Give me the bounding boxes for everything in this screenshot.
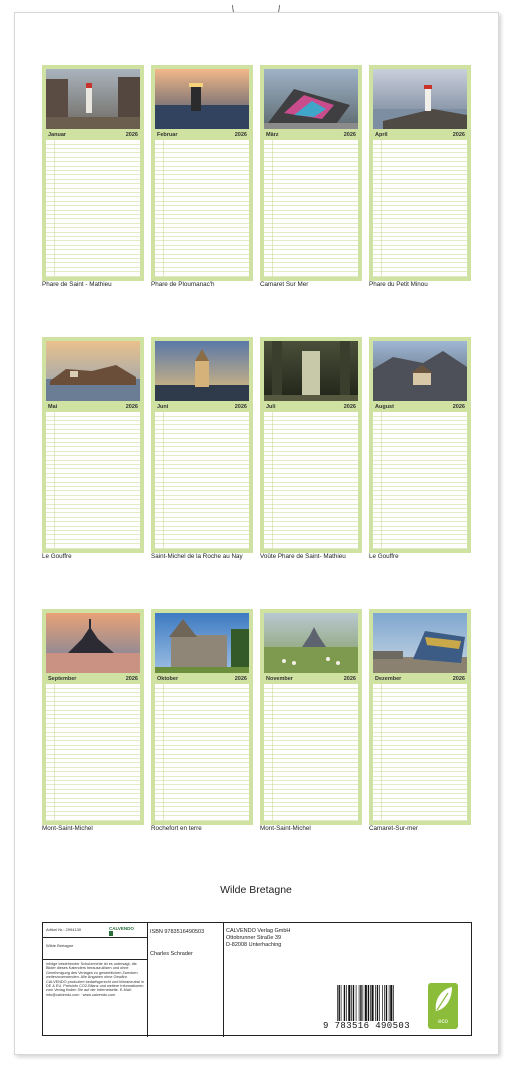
- photo-caption: Camaret Sur Mer: [260, 281, 309, 288]
- month-year: 2026: [125, 132, 138, 138]
- imprint-divider: [223, 923, 224, 1037]
- month-panel-august: [369, 337, 471, 553]
- publisher-street: Ottobrunner Straße 39: [226, 935, 282, 941]
- month-name: Juni: [157, 404, 169, 410]
- isbn: ISBN 9783516490503: [150, 929, 205, 935]
- month-panel-dezember: [369, 609, 471, 825]
- month-panel-mai: [42, 337, 144, 553]
- photo-caption: Mont-Saint-Michel: [260, 825, 311, 832]
- month-header: [373, 675, 467, 683]
- month-panel-märz: [260, 65, 362, 281]
- day-grid: [155, 684, 249, 821]
- month-year: 2026: [343, 404, 356, 410]
- day-grid: [264, 684, 358, 821]
- month-name: Dezember: [375, 676, 402, 682]
- day-grid: [264, 140, 358, 277]
- month-panel-september: [42, 609, 144, 825]
- legal-notice: Infolge bestehender Schutzrechte ist es untersagt, die Bilder dieses Kalenders herauszulösen und ohne Genehmigung des Verlages zu gewerblichen Zwecken weiterzuverwenden. Alle Angaben ohne Gewähr. CALVENDO produziert bedarfsgerecht und klimaneutral in DE & EU. Preisinfo CO2-Bilanz und weitere Informationen zum Verlag finden Sie auf der Internetseite. E-Mail: info@calvendo.com · www.calvendo.com: [46, 962, 144, 997]
- photo-caption: Mont-Saint-Michel: [42, 825, 93, 832]
- month-photo: [373, 69, 467, 129]
- month-photo: [155, 613, 249, 673]
- photo-caption: Camaret-Sur-mer: [369, 825, 418, 832]
- month-header: [373, 131, 467, 139]
- month-header: [46, 675, 140, 683]
- leaf-icon: [428, 983, 458, 1017]
- month-name: August: [375, 404, 394, 410]
- month-name: Mai: [48, 404, 58, 410]
- month-photo: [264, 341, 358, 401]
- month-photo: [155, 341, 249, 401]
- photo-caption: Phare de Ploumanac'h: [151, 281, 215, 288]
- article-number: Artikel Nr.: 2994130: [46, 927, 82, 932]
- month-year: 2026: [234, 404, 247, 410]
- imprint-box: [42, 922, 472, 1036]
- month-year: 2026: [452, 404, 465, 410]
- month-name: Oktober: [157, 676, 179, 682]
- imprint-divider: [43, 959, 147, 960]
- calvendo-logo-mark: [109, 931, 113, 936]
- day-grid: [373, 412, 467, 549]
- month-photo: [373, 341, 467, 401]
- eco-label: eco: [438, 1019, 448, 1025]
- month-year: 2026: [343, 676, 356, 682]
- publisher-name: CALVENDO Verlag GmbH: [226, 928, 291, 934]
- day-grid: [46, 140, 140, 277]
- month-panel-juni: [151, 337, 253, 553]
- month-name: Juli: [266, 404, 276, 410]
- ean-barcode: [337, 985, 415, 1021]
- photo-caption: Rochefort en terre: [151, 825, 202, 832]
- month-header: [264, 403, 358, 411]
- month-photo: [46, 341, 140, 401]
- photo-caption: Saint-Michel de la Roche au Nay: [151, 553, 243, 560]
- photo-caption: Le Gouffre: [369, 553, 399, 560]
- month-photo: [46, 69, 140, 129]
- month-year: 2026: [452, 676, 465, 682]
- eco-badge: [428, 983, 458, 1029]
- month-panel-februar: [151, 65, 253, 281]
- photo-caption: Phare du Petit Minou: [369, 281, 428, 288]
- month-name: April: [375, 132, 388, 138]
- day-grid: [155, 140, 249, 277]
- calvendo-logo-text: CALVENDO: [109, 926, 134, 931]
- month-photo: [155, 69, 249, 129]
- imprint-divider: [147, 923, 148, 1037]
- month-panel-januar: [42, 65, 144, 281]
- day-grid: [155, 412, 249, 549]
- month-photo: [264, 613, 358, 673]
- month-panel-november: [260, 609, 362, 825]
- month-header: [46, 131, 140, 139]
- day-grid: [264, 412, 358, 549]
- month-header: [155, 403, 249, 411]
- day-grid: [373, 684, 467, 821]
- month-year: 2026: [125, 404, 138, 410]
- author: Charles Schrader: [150, 951, 193, 957]
- month-name: März: [266, 132, 279, 138]
- calvendo-logo: [109, 926, 139, 934]
- photo-caption: Phare de Saint - Mathieu: [42, 281, 112, 288]
- month-header: [46, 403, 140, 411]
- month-header: [373, 403, 467, 411]
- month-panel-april: [369, 65, 471, 281]
- day-grid: [46, 412, 140, 549]
- month-name: Januar: [48, 132, 67, 138]
- month-year: 2026: [125, 676, 138, 682]
- publisher-city: D-82008 Unterhaching: [226, 942, 282, 948]
- month-photo: [373, 613, 467, 673]
- month-photo: [264, 69, 358, 129]
- month-photo: [46, 613, 140, 673]
- photo-caption: Voûte Phare de Saint- Mathieu: [260, 553, 346, 560]
- barcode-number: 9 783516 490503: [323, 1021, 411, 1031]
- photo-caption: Le Gouffre: [42, 553, 72, 560]
- month-name: November: [266, 676, 293, 682]
- month-year: 2026: [234, 132, 247, 138]
- month-panel-juli: [260, 337, 362, 553]
- month-header: [264, 675, 358, 683]
- calendar-title: Wilde Bretagne: [220, 884, 292, 896]
- month-year: 2026: [452, 132, 465, 138]
- month-year: 2026: [343, 132, 356, 138]
- month-header: [264, 131, 358, 139]
- month-header: [155, 131, 249, 139]
- month-header: [155, 675, 249, 683]
- month-name: September: [48, 676, 77, 682]
- month-panel-oktober: [151, 609, 253, 825]
- month-year: 2026: [234, 676, 247, 682]
- month-name: Februar: [157, 132, 178, 138]
- imprint-divider: [43, 937, 147, 938]
- calendar-name: Wilde Bretagne: [46, 943, 74, 948]
- day-grid: [373, 140, 467, 277]
- day-grid: [46, 684, 140, 821]
